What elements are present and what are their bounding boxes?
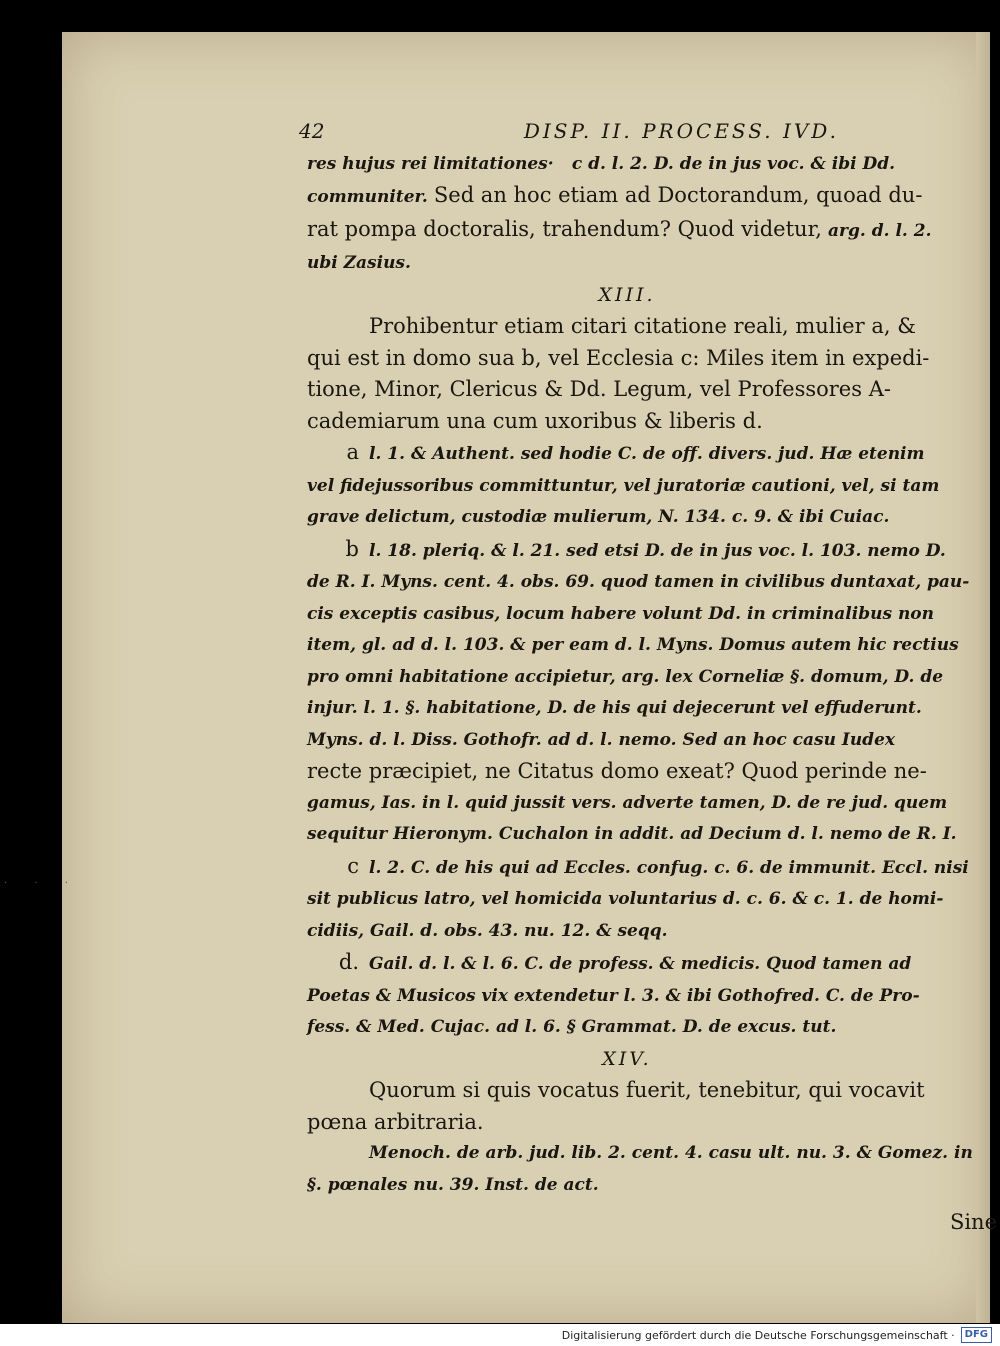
footnote-14: Menoch. de arb. jud. lib. 2. cent. 4. casu ult. nu. 3. & Gomez. in §. pœnales nu. 39. Inst. de act.	[307, 1143, 973, 1195]
footnote-b: b l. 18. pleriq. & l. 21. sed etsi D. de in jus voc. l. 103. nemo D. de R. I. Myns. cent. 4. obs. 69. quod tamen in civilibus duntaxat, pau- cis exceptis casibus, locum habere volunt Dd. in criminalibus non item, gl. ad d. l. 103. & per eam d. l. Myns. Domus autem hic rectius pro omni habitatione accipietur, arg. lex Corneliæ §. domum, D. de injur. l. 1. §. habitatione, D. de his qui dejecerunt vel effuderunt. Myns. d. l. Diss. Gothofr. ad d. l. nemo. Sed an hoc casu Iudex recte præcipiet, ne Citatus domo exeat? Quod perinde ne- gamus, Ias. in l. quid jussit vers. adverte tamen, D. de re jud. quem sequitur Hieronym. Cuchalon in addit. ad Decium d. l. nemo de R. I.	[307, 536, 970, 844]
running-title: DISP. II. PROCESS. IVD.	[523, 119, 839, 143]
paragraph-14: Quorum si quis vocatus fuerit, tenebitur, qui vocavit pœna arbitraria.	[307, 1078, 925, 1134]
text-line: communiter. Sed an hoc etiam ad Doctorandum, quoad du-	[307, 183, 923, 207]
margin-marks: · · ·	[4, 878, 80, 889]
digitization-footer	[0, 1324, 1000, 1346]
paragraph-13: Prohibentur etiam citari citatione reali, mulier a, & qui est in domo sua b, vel Ecclesia c: Miles item in expedi- tione, Minor, Clericus & Dd. Legum, vel Professores A- cademiarum una cum uxoribus & liberis d.	[307, 314, 930, 433]
text-line: res hujus rei limitationes· c d. l. 2. D. de in jus voc. & ibi Dd.	[307, 153, 896, 174]
footnote-d: d. Gail. d. l. & l. 6. C. de profess. & medicis. Quod tamen ad Poetas & Musicos vix extendetur l. 3. & ibi Gothofred. C. de Pro- fess. & Med. Cujac. ad l. 6. § Grammat. D. de excus. tut.	[307, 950, 920, 1037]
footer-credit: Digitalisierung gefördert durch die Deutsche Forschungsgemeinschaft ·	[561, 1328, 955, 1342]
catchword: Sine	[949, 1210, 997, 1234]
book-page	[62, 32, 997, 1323]
page-number: 42	[299, 119, 325, 143]
dfg-logo-icon[interactable]: DFG	[961, 1327, 992, 1343]
text-line: rat pompa doctoralis, trahendum? Quod videtur, arg. d. l. 2.	[307, 216, 932, 241]
text-line: ubi Zasius.	[307, 253, 411, 273]
text-block	[299, 116, 1000, 1239]
running-header	[299, 116, 839, 148]
section-heading-14: XIV.	[602, 1047, 652, 1070]
footnote-c: c l. 2. C. de his qui ad Eccles. confug. c. 6. de immunit. Eccl. nisi sit publicus latro, vel homicida voluntarius d. c. 6. & c. 1. de homi- cidiis, Gail. d. obs. 43. nu. 12. & seqq.	[307, 853, 969, 941]
section-heading-13: XIII.	[598, 283, 656, 306]
footnote-a: a l. 1. & Authent. sed hodie C. de off. divers. jud. Hæ etenim vel fidejussoribus committuntur, vel juratoriæ cautioni, vel, si tam grave delictum, custodiæ mulierum, N. 134. c. 9. & ibi Cuiac.	[307, 440, 940, 527]
